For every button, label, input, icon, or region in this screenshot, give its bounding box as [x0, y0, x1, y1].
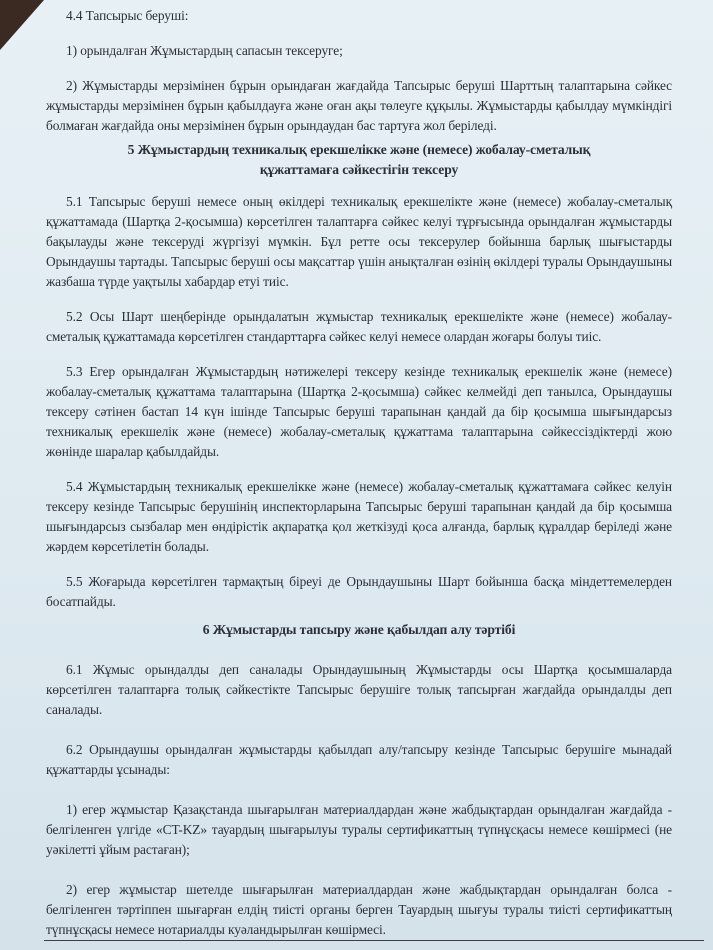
clause-5-3: 5.3 Егер орындалған Жұмыстардың нәтижелері тексеру кезінде техникалық ерекшелік және (немесе) жобалау-сметалық құжаттама талаптарына (Шартқа 2-қосымша) сәйкес келмейді деп танылса, Орындаушы тексеру сәтінен бастап 14 күн ішінде Тапсырыс беруші тарапынан қандай да бір қосымша шығындарсыз техникалық ерекшелік және (немесе) жобалау-сметалық құжаттама талаптарына сәйкессіздіктерді жою жөнінде шаралар қабылдайды. — [46, 364, 672, 459]
clause-6-2-item-1: 1) егер жұмыстар Қазақстанда шығарылған материалдардан және жабдықтардан орындалған жағдайда - белгіленген үлгіде «CT-KZ» тауардың шығарылуы туралы сертификаттың түпнұсқасы немесе көшірмесі (не уәкілетті ұйым растаған); — [46, 802, 672, 857]
footnote-divider — [44, 940, 704, 941]
clause-6-1: 6.1 Жұмыс орындалды деп саналады Орындаушының Жұмыстарды осы Шартқа қосымшаларда көрсетілген талаптарға толық сәйкестікте Тапсырыс берушіге толық тапсырған жағдайда орындалды деп саналады. — [46, 662, 672, 717]
clause-5-2: 5.2 Осы Шарт шеңберінде орындалатын жұмыстар техникалық ерекшелікте және (немесе) жобалау-сметалық құжаттамада көрсетілген стандарттарға сәйкес келуі немесе олардан жоғары болуы тиіс. — [46, 309, 672, 344]
document-body — [46, 6, 672, 940]
clause-4-4-item-1: 1) орындалған Жұмыстардың сапасын тексеруге; — [66, 43, 343, 58]
page-corner-background — [0, 0, 44, 50]
clause-5-4: 5.4 Жұмыстардың техникалық ерекшелікке және (немесе) жобалау-сметалық құжаттамаға сәйкес келуін тексеру кезінде Тапсырыс берушінің инспекторларына Тапсырыс беруші тарапынан қандай да бір қосымша шығындарсыз сызбалар мен өндірістік ақпаратқа қол жеткізуді қоса алғанда, барлық құралдар беріледі және жәрдем көрсетілетін болады. — [46, 479, 672, 554]
clause-6-2-item-2: 2) егер жұмыстар шетелде шығарылған материалдардан және жабдықтардан орындалған болса - белгіленген тәртіппен шығарған елдің тиісті органы берген Тауардың шығуы туралы тиісті сертификаттың түпнұсқасы немесе нотариалды куәландырылған көшірмесі. — [46, 882, 672, 937]
clause-5-1: 5.1 Тапсырыс беруші немесе оның өкілдері техникалық ерекшелікте және (немесе) жобалау-сметалық құжаттамада (Шартқа 2-қосымша) көрсетілген талаптарға сәйкес келуі тұрғысында орындалған жұмыстарды бақылауды және тексеруді жүргізуі мүмкін. Бұл ретте осы тексерулер бойынша барлық шығыстарды Орындаушы тартады. Тапсырыс беруші осы мақсаттар үшін анықталған өзінің өкілдері туралы Орындаушыны жазбаша түрде уақтылы хабардар етуі тиіс. — [46, 194, 672, 289]
section-6-heading: 6 Жұмыстарды тапсыру және қабылдап алу тәртібі — [202, 622, 516, 637]
section-5-heading: 5 Жұмыстардың техникалық ерекшелікке және (немесе) жобалау-сметалық құжаттамаға сәйкестігін тексеру — [127, 142, 591, 177]
clause-6-2: 6.2 Орындаушы орындалған жұмыстарды қабылдап алу/тапсыру кезінде Тапсырыс берушіге мынадай құжаттарды ұсынады: — [46, 742, 672, 777]
cut-off-footnote-line — [100, 944, 660, 950]
clause-4-4: 4.4 Тапсырыс беруші: — [66, 8, 189, 23]
clause-5-5: 5.5 Жоғарыда көрсетілген тармақтың біреуі де Орындаушыны Шарт бойынша басқа міндеттемелерден босатпайды. — [46, 574, 672, 609]
clause-4-4-item-2: 2) Жұмыстарды мерзімінен бұрын орындаған жағдайда Тапсырыс беруші Шарттың талаптарына сәйкес жұмыстарды мерзімінен бұрын қабылдауға және оған ақы төлеуге құқылы. Жұмыстарды қабылдау мүмкіндігі болмаған жағдайда оны мерзімінен бұрын орындаудан бас тартуға жол беріледі. — [46, 78, 672, 133]
